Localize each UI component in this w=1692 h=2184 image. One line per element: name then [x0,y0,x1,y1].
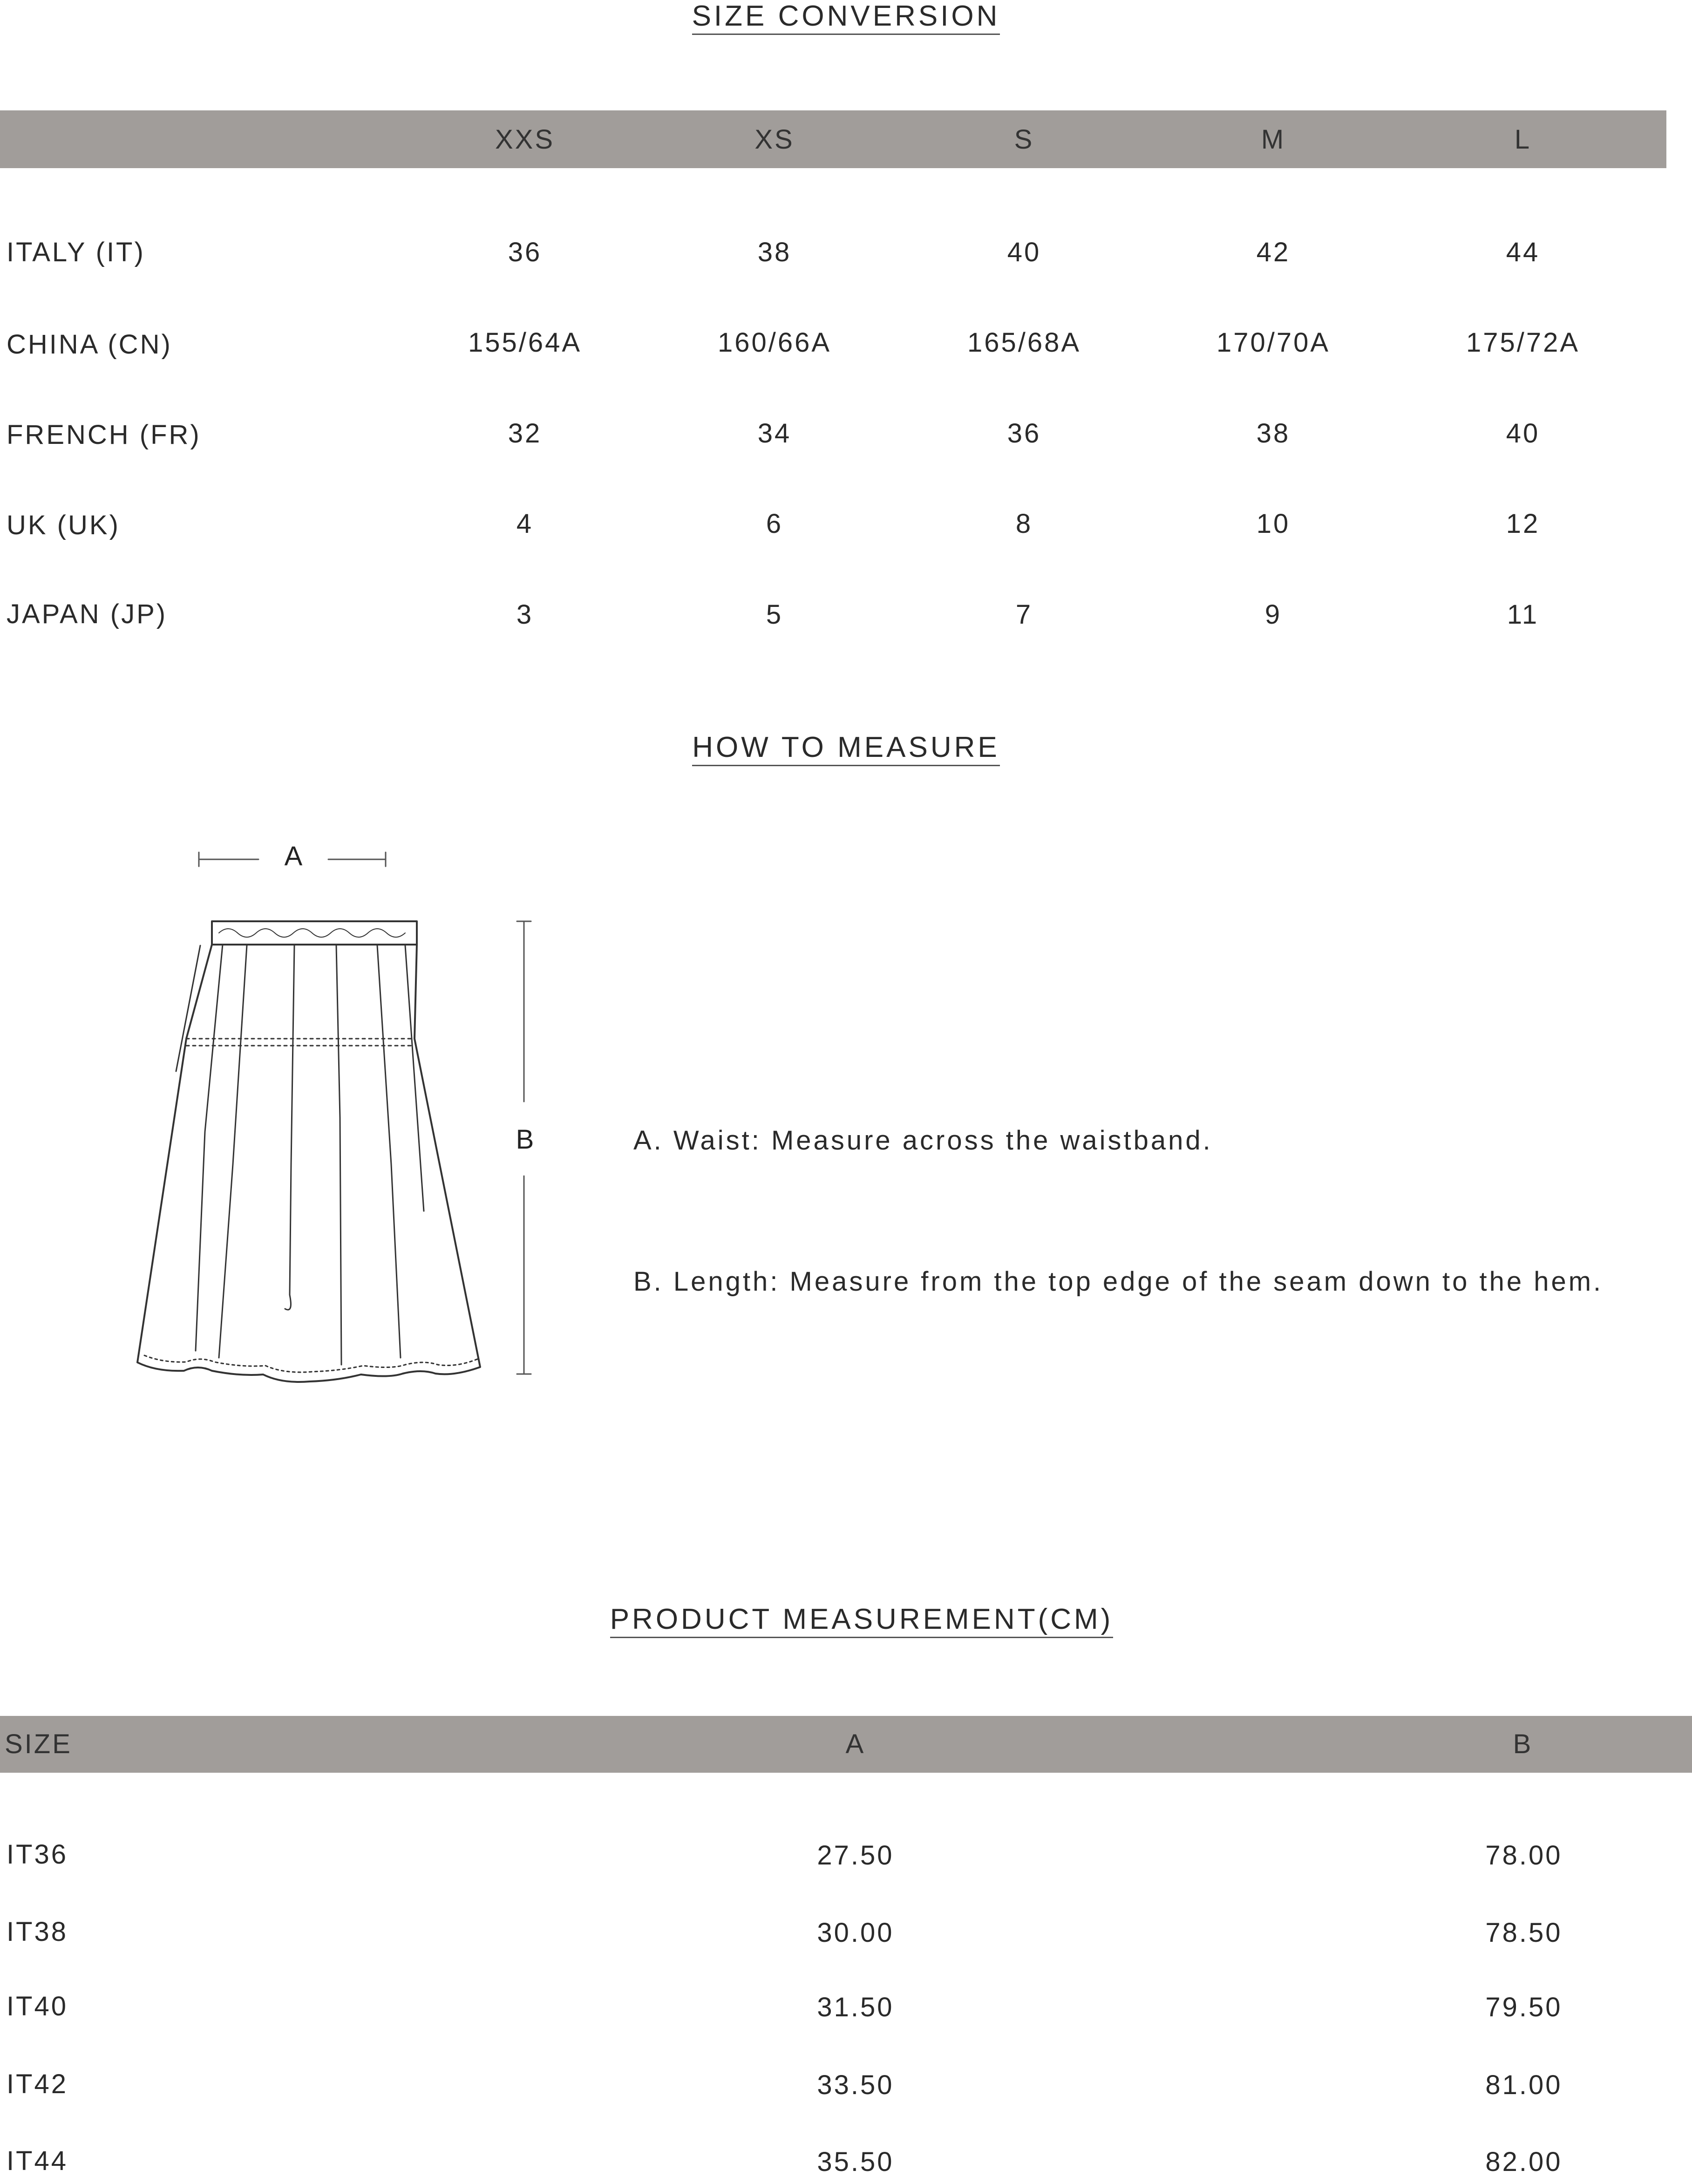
table-cell: 160/66A [717,327,832,358]
skirt-diagram [0,820,559,1397]
table-cell: 6 [766,509,783,539]
instruction-waist: A. Waist: Measure across the waistband. [633,1125,1213,1156]
table-cell: 42 [1256,237,1291,267]
table-cell: 36 [508,237,542,267]
row-label-china: CHINA (CN) [7,329,172,360]
measure-b-cell: 78.00 [1485,1840,1563,1871]
size-cell: IT36 [7,1839,68,1870]
table-cell: 40 [1007,237,1041,267]
column-header-m: M [1261,124,1286,155]
column-header-xs: XS [754,124,795,155]
row-label-uk: UK (UK) [7,510,120,540]
measure-b-cell: 78.50 [1485,1918,1563,1948]
table-cell: 38 [1256,418,1291,449]
column-header-xxs: XXS [495,124,555,155]
row-label-italy: ITALY (IT) [7,237,145,267]
table-cell: 44 [1506,237,1540,267]
table-cell: 175/72A [1466,327,1580,358]
table-cell: 12 [1506,509,1540,539]
table-cell: 4 [516,509,534,539]
table-cell: 3 [516,599,534,630]
table-cell: 11 [1507,599,1539,630]
column-header-a: A [845,1729,866,1759]
measure-a-cell: 35.50 [817,2147,894,2177]
table-cell: 38 [757,237,792,267]
column-header-s: S [1014,124,1034,155]
row-label-japan: JAPAN (JP) [7,599,168,629]
column-header-l: L [1514,124,1532,155]
measure-a-cell: 31.50 [817,1992,894,2022]
table-cell: 9 [1264,599,1282,630]
measure-a-cell: 30.00 [817,1918,894,1948]
column-header-b: B [1513,1729,1533,1759]
table-cell: 155/64A [468,327,582,358]
column-header-size: SIZE [5,1729,72,1759]
table-cell: 32 [508,418,542,449]
size-cell: IT38 [7,1917,68,1947]
measure-b-cell: 81.00 [1485,2070,1563,2100]
size-cell: IT42 [7,2069,68,2099]
skirt-waistband [212,921,417,945]
table-cell: 10 [1256,509,1291,539]
size-cell: IT40 [7,1991,68,2021]
table-cell: 5 [766,599,783,630]
measure-a-cell: 27.50 [817,1840,894,1871]
table-cell: 36 [1007,418,1041,449]
measure-b-cell: 79.50 [1485,1992,1563,2022]
table-cell: 170/70A [1216,327,1331,358]
table-cell: 34 [757,418,792,449]
product-measurement-title: PRODUCT MEASUREMENT(CM) [0,1605,1692,1638]
table-cell: 165/68A [967,327,1081,358]
size-conversion-title: SIZE CONVERSION [0,2,1692,35]
instruction-length: B. Length: Measure from the top edge of the seam down to the hem. [633,1266,1604,1297]
table-cell: 8 [1015,509,1033,539]
skirt-body [137,945,480,1382]
how-to-measure-title: HOW TO MEASURE [0,733,1692,766]
marker-b: B [516,1124,534,1155]
row-label-french: FRENCH (FR) [7,420,201,450]
table-cell: 40 [1506,418,1540,449]
table-cell: 7 [1015,599,1033,630]
marker-a: A [284,841,303,871]
size-cell: IT44 [7,2146,68,2176]
measure-a-cell: 33.50 [817,2070,894,2100]
measure-b-cell: 82.00 [1485,2147,1563,2177]
